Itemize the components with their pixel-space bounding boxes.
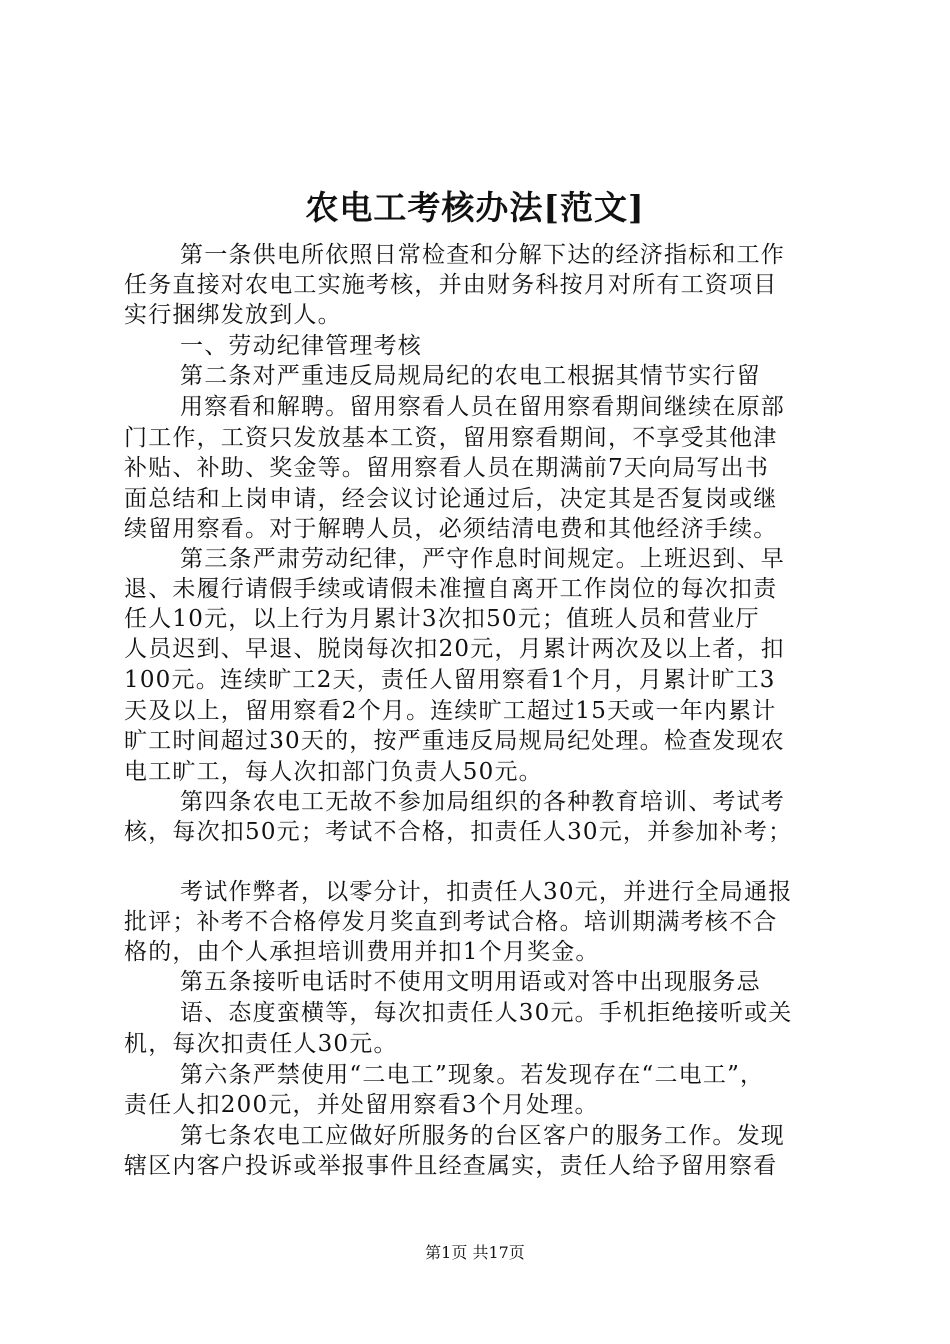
page-footer: 第1页 共17页: [425, 1243, 525, 1262]
text-line: 门工作，工资只发放基本工资，留用察看期间，不享受其他津: [124, 425, 778, 451]
text-line: 任务直接对农电工实施考核，并由财务科按月对所有工资项目: [124, 272, 778, 298]
text-line: 面总结和上岗申请，经会议讨论通过后，决定其是否复岗或继: [124, 486, 778, 512]
text-line: 批评；补考不合格停发月奖直到考试合格。培训期满考核不合: [124, 909, 778, 935]
text-line: 机，每次扣责任人30元。: [124, 1031, 398, 1057]
text-line: 续留用察看。对于解聘人员，必须结清电费和其他经济手续。: [124, 516, 778, 542]
text-line: 辖区内客户投诉或举报事件且经查属实，责任人给予留用察看: [124, 1153, 778, 1179]
text-line: 100元。连续旷工2天，责任人留用察看1个月，月累计旷工3: [124, 667, 776, 693]
text-line: 语、态度蛮横等，每次扣责任人30元。手机拒绝接听或关: [180, 1000, 793, 1026]
text-line: 第二条对严重违反局规局纪的农电工根据其情节实行留: [180, 363, 761, 389]
text-line: 第七条农电工应做好所服务的台区客户的服务工作。发现: [180, 1123, 785, 1149]
text-line: 旷工时间超过30天的，按严重违反局规局纪处理。检查发现农: [124, 728, 785, 754]
text-line: 第三条严肃劳动纪律，严守作息时间规定。上班迟到、早: [180, 546, 785, 572]
document-title: 农电工考核办法[范文]: [305, 188, 645, 227]
text-line: 实行捆绑发放到人。: [124, 302, 342, 328]
text-line: 第四条农电工无故不参加局组织的各种教育培训、考试考: [180, 789, 785, 815]
text-line: 第一条供电所依照日常检查和分解下达的经济指标和工作: [180, 242, 785, 268]
text-line: 电工旷工，每人次扣部门负责人50元。: [124, 759, 543, 785]
text-line: 补贴、补助、奖金等。留用察看人员在期满前7天向局写出书: [124, 455, 770, 481]
section-heading: 一、劳动纪律管理考核: [180, 333, 422, 359]
text-line: 责任人扣200元，并处留用察看3个月处理。: [124, 1092, 599, 1118]
text-line: 人员迟到、早退、脱岗每次扣20元，月累计两次及以上者，扣: [124, 636, 785, 662]
text-line: 退、未履行请假手续或请假未准擅自离开工作岗位的每次扣责: [124, 576, 778, 602]
text-line: 考试作弊者，以零分计，扣责任人30元，并进行全局通报: [180, 879, 793, 905]
text-line: 用察看和解聘。留用察看人员在留用察看期间继续在原部: [180, 394, 785, 420]
text-line: 任人10元，以上行为月累计3次扣50元；值班人员和营业厅: [124, 606, 760, 632]
text-line: 天及以上，留用察看2个月。连续旷工超过15天或一年内累计: [124, 698, 777, 724]
text-line: 第五条接听电话时不使用文明用语或对答中出现服务忌: [180, 969, 761, 995]
text-line: 核，每次扣50元；考试不合格，扣责任人30元，并参加补考；: [124, 819, 793, 845]
text-line: 格的，由个人承担培训费用并扣1个月奖金。: [124, 939, 600, 965]
text-line: 第六条严禁使用“二电工”现象。若发现存在“二电工”，: [180, 1062, 765, 1088]
